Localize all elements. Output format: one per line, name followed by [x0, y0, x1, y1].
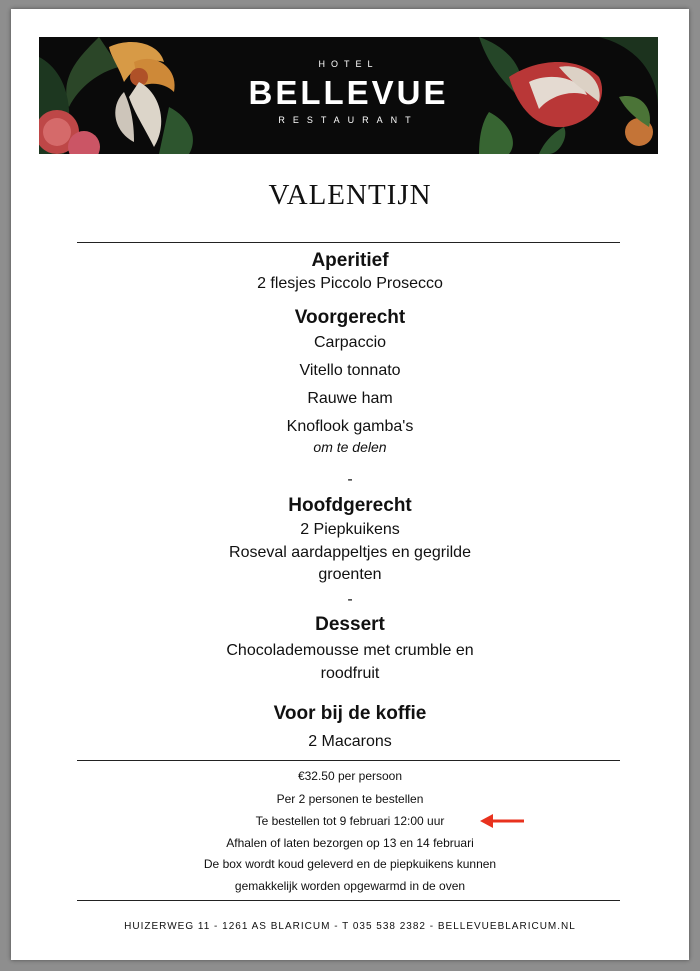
- divider-middle: [77, 760, 620, 761]
- menu-item: Knoflook gamba's: [286, 418, 414, 435]
- delivery-note: gemakkelijk worden opgewarmd in de oven: [234, 879, 466, 893]
- header-banner: [39, 37, 658, 154]
- red-arrow-icon: [480, 814, 526, 828]
- menu-item: 2 flesjes Piccolo Prosecco: [257, 275, 443, 292]
- brand-top-text: HOTEL: [318, 59, 379, 69]
- menu-page: [11, 9, 689, 960]
- section-heading-aperitief: Aperitief: [311, 250, 389, 271]
- footer-address: HUIZERWEG 11 - 1261 AS BLARICUM - T 035 538 2382 - BELLEVUEBLARICUM.NL: [124, 921, 576, 932]
- brand-sub-text: RESTAURANT: [278, 115, 419, 125]
- brand-name: BELLEVUE: [248, 74, 449, 111]
- menu-item: Chocolademousse met crumble en: [226, 642, 474, 659]
- menu-item: Rauwe ham: [307, 390, 393, 407]
- menu-item: 2 Piepkuikens: [300, 521, 400, 538]
- order-deadline: Te bestellen tot 9 februari 12:00 uur: [255, 814, 445, 828]
- section-separator: -: [347, 471, 353, 488]
- menu-item-note: om te delen: [313, 439, 387, 455]
- price-text: €32.50 per persoon: [297, 769, 403, 783]
- divider-bottom: [77, 900, 620, 901]
- menu-item: groenten: [318, 566, 382, 583]
- menu-item: Roseval aardappeltjes en gegrilde: [229, 544, 471, 561]
- divider-top: [77, 242, 620, 243]
- pickup-info: Afhalen of laten bezorgen op 13 en 14 februari: [226, 836, 474, 850]
- section-heading-dessert: Dessert: [315, 614, 385, 635]
- section-heading-koffie: Voor bij de koffie: [273, 703, 427, 724]
- section-separator: -: [347, 591, 353, 608]
- section-heading-voorgerecht: Voorgerecht: [294, 307, 406, 328]
- menu-item: Carpaccio: [313, 334, 387, 351]
- section-heading-hoofdgerecht: Hoofdgerecht: [288, 495, 412, 516]
- menu-item: 2 Macarons: [308, 733, 392, 750]
- delivery-note: De box wordt koud geleverd en de piepkuikens kunnen: [203, 857, 497, 871]
- menu-item: roodfruit: [320, 665, 380, 682]
- menu-item: Vitello tonnato: [299, 362, 401, 379]
- menu-title: VALENTIJN: [268, 179, 432, 211]
- order-info: Per 2 personen te bestellen: [276, 792, 424, 806]
- brand-logo: [39, 37, 658, 154]
